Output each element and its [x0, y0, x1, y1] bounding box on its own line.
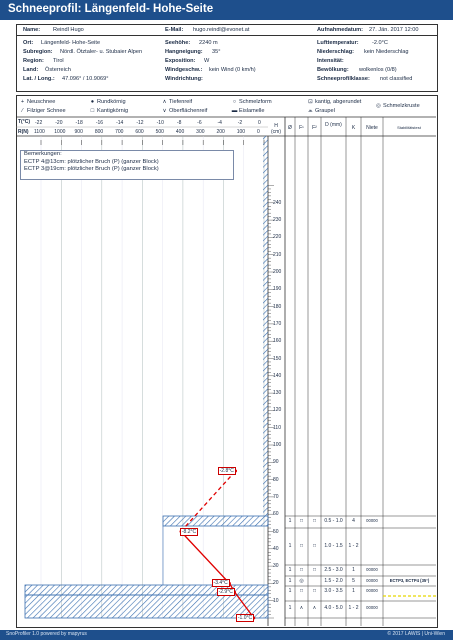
- col-f1-header: F¹: [299, 125, 304, 131]
- legend-schmelzform-label: Schmelzform: [239, 99, 272, 105]
- hardness-bar: [25, 595, 268, 618]
- col-d-header: D (mm): [325, 122, 342, 128]
- layer-cell-k: 5: [352, 577, 355, 584]
- temp-tick-label: -4: [217, 120, 222, 126]
- footer-right: © 2017 LAWIS | Uni-Wien: [387, 631, 445, 637]
- date-label: Aufnahmedatum:: [317, 27, 363, 33]
- subregion-label: Subregion:: [23, 49, 53, 55]
- hangneigung-value: 35°: [212, 49, 221, 55]
- layer-cell-phi: 1: [288, 567, 292, 573]
- caret-up-icon: ∧: [162, 99, 167, 105]
- layer-cell-f2: □: [312, 518, 317, 524]
- subregion-value: Nördl. Ötztaler- u. Stubaier Alpen: [60, 49, 143, 55]
- legend-rundkoernig-label: Rundkörnig: [97, 99, 126, 105]
- layer-cell-stab: ECTP3, ECTP4 (35°): [389, 577, 430, 583]
- temperature-tag: -1.0°C: [237, 615, 253, 621]
- ram-tick-label: 100: [236, 129, 246, 135]
- legend-graupel-label: Graupel: [315, 108, 335, 114]
- schneeprofilklasse-label: Schneeprofilklasse:: [317, 76, 370, 82]
- slash-icon: ⁄: [22, 108, 23, 114]
- windrichtung-label: Windrichtung:: [165, 76, 203, 82]
- layer-cell-niete: 00000: [366, 605, 378, 610]
- height-tick-label: 100: [273, 442, 282, 448]
- height-tick-label: 20: [273, 580, 279, 587]
- remarks-title: Bemerkungen:: [24, 151, 62, 157]
- remarks-line-2: ECTP 3@19cm: plötzlicher Bruch (P) (ganzer Block): [24, 166, 159, 173]
- temp-tick-label: 0: [258, 120, 261, 126]
- height-tick-label: 230: [273, 217, 282, 224]
- ram-tick-label: 700: [115, 129, 124, 135]
- ram-tick-label: 1000: [54, 129, 66, 135]
- layer-cell-f1: □: [299, 567, 304, 573]
- temp-tick-label: -14: [116, 120, 124, 126]
- temperature-tag: -3.4°C: [213, 580, 228, 587]
- temp-tick-label: -18: [75, 120, 83, 126]
- layer-cell-f2: □: [312, 587, 317, 594]
- col-k-header: K: [351, 125, 356, 131]
- height-tick-label: 110: [273, 424, 281, 431]
- height-tick-label: 210: [273, 251, 282, 258]
- niederschlag-value: kein Niederschlag: [364, 49, 409, 55]
- legend-oberflaechenreif-label: Oberflächenreif: [169, 108, 208, 114]
- windgeschw-label: Windgeschw.:: [165, 67, 203, 73]
- footer-left: SnoProfiler 1.0 powered by mapyrus: [6, 631, 87, 637]
- region-label: Region:: [23, 58, 44, 64]
- layer-cell-f1: □: [299, 587, 304, 594]
- temp-tick-label: -16: [95, 120, 104, 126]
- latlong-label: Lat. / Long.:: [23, 76, 55, 82]
- height-tick-label: 240: [273, 199, 282, 206]
- temperature-tag: -2.9°C: [218, 589, 233, 596]
- legend-kantig-abgerundet-label: kantig, abgerundet: [315, 99, 362, 105]
- height-tick-label: 140: [273, 372, 282, 379]
- niederschlag-label: Niederschlag:: [317, 49, 354, 55]
- layer-cell-f1: ∧: [299, 605, 304, 611]
- lufttemp-value: -2.0°C: [372, 40, 388, 46]
- temp-tick-label: -6: [197, 120, 202, 126]
- name-value: Reindl Hugo: [53, 27, 84, 33]
- height-tick-label: 70: [273, 493, 279, 500]
- hangneigung-label: Hangneigung:: [165, 49, 203, 55]
- plus-icon: +: [20, 99, 25, 105]
- temp-tick-label: -22: [35, 120, 43, 126]
- ram-tick-label: 500: [155, 129, 164, 135]
- exposition-value: W: [204, 58, 210, 64]
- latlong-value: 47.096° / 10.9069°: [62, 76, 109, 82]
- bewoelkung-label: Bewölkung:: [317, 67, 349, 73]
- temp-tick-label: -2: [237, 120, 243, 126]
- layer-cell-f2: ∧: [312, 605, 317, 611]
- melt-crust-icon: ◎: [376, 103, 381, 109]
- layer-cell-niete: 00000: [366, 577, 378, 583]
- name-label: Name:: [23, 27, 41, 33]
- layer-cell-phi: 1: [288, 587, 292, 594]
- intensitaet-label: Intensität:: [317, 58, 344, 64]
- layer-cell-k: 1: [352, 567, 355, 573]
- filled-dot-icon: ●: [90, 99, 95, 105]
- ort-value: Längenfeld- Hohe-Seite: [41, 40, 101, 46]
- layer-cell-d: 0.5 - 1.0: [324, 518, 343, 524]
- circle-icon: ○: [232, 99, 237, 105]
- ort-label: Ort:: [23, 40, 34, 46]
- height-tick-label: 10: [273, 597, 279, 604]
- bewoelkung-value: wolkenlos (0/8): [359, 67, 397, 73]
- legend-tiefenreif-label: Tiefenreif: [169, 99, 193, 105]
- height-tick-label: 220: [273, 234, 282, 241]
- height-tick-label: 180: [273, 303, 282, 310]
- layer-cell-f1: ◎: [299, 577, 304, 584]
- ram-tick-label: 300: [196, 129, 205, 135]
- layer-cell-niete: 00000: [366, 567, 378, 572]
- layer-cell-phi: 1: [288, 542, 292, 549]
- region-value: Tirol: [53, 58, 64, 64]
- height-tick-label: 50: [273, 528, 279, 535]
- layer-cell-phi: 1: [288, 605, 292, 611]
- layer-cell-k: 4: [352, 518, 355, 524]
- footer-bar: [0, 630, 453, 640]
- ram-axis-label: R(N): [18, 129, 29, 135]
- height-tick-label: 90: [273, 459, 279, 466]
- height-tick-label: 30: [273, 563, 279, 570]
- rounded-square-icon: ⊡: [308, 99, 313, 105]
- layer-cell-k: 1 - 2: [348, 542, 359, 549]
- layer-cell-f1: □: [299, 542, 304, 549]
- col-stab-header: Stabilitätstest: [397, 125, 421, 130]
- ram-tick-label: 900: [74, 129, 83, 135]
- layer-cell-phi: 1: [288, 518, 292, 524]
- height-tick-label: 150: [273, 355, 282, 362]
- land-value: Österreich: [45, 67, 71, 73]
- temp-tick-label: -10: [156, 120, 164, 126]
- ram-tick-label: 1100: [34, 129, 45, 135]
- layer-cell-niete: 00000: [366, 518, 378, 523]
- temperature-tag: -2.8°C: [219, 467, 234, 474]
- email-label: E-Mail:: [165, 27, 184, 33]
- height-tick-label: 190: [273, 286, 282, 293]
- surface-layer: [263, 136, 268, 516]
- height-tick-label: 130: [273, 390, 282, 397]
- height-tick-label: 200: [273, 269, 282, 275]
- email-value[interactable]: hugo.reindl@evonet.at: [193, 27, 250, 33]
- ram-tick-label: 800: [94, 129, 104, 135]
- temp-tick-label: -8: [176, 120, 182, 126]
- layer-cell-phi: 1: [288, 577, 292, 584]
- legend-kantigkoernig-label: Kantigkörnig: [97, 108, 129, 114]
- hardness-profile: [25, 136, 436, 618]
- seehoehe-value: 2240 m: [199, 40, 218, 46]
- col-phi-header: Ø: [288, 125, 292, 131]
- legend-eislamelle-label: Eislamelle: [239, 108, 265, 114]
- page-title: Schneeprofil: Längenfeld- Hohe-Seite: [8, 3, 214, 15]
- layer-cell-d: 1.5 - 2.0: [324, 577, 343, 584]
- ram-tick-label: 200: [216, 129, 225, 135]
- lufttemp-label: Lufttemperatur:: [317, 40, 359, 46]
- square-icon: □: [90, 108, 95, 114]
- legend-schmelzkruste-label: Schmelzkruste: [383, 103, 420, 109]
- height-tick-label: 160: [273, 338, 282, 345]
- layer-cell-d: 3.0 - 3.5: [324, 587, 343, 594]
- remarks-box: [20, 150, 234, 180]
- layer-cell-f2: □: [312, 567, 317, 573]
- height-tick-label: 120: [273, 407, 282, 414]
- date-value: 27. Jän. 2017 12:00: [369, 27, 419, 33]
- ram-tick-label: 0: [257, 129, 260, 135]
- ram-tick-label: 600: [135, 129, 144, 135]
- chart-frame: [16, 117, 436, 626]
- layer-cell-f2: □: [312, 542, 317, 549]
- layer-cell-d: 2.5 - 3.0: [324, 567, 343, 573]
- schneeprofilklasse-value: not classified: [380, 76, 413, 82]
- legend-filziger-label: Filziger Schnee: [27, 108, 66, 114]
- windgeschw-value: kein Wind (0 km/h): [209, 67, 256, 73]
- hardness-bar: [163, 516, 268, 526]
- height-tick-label: 40: [273, 545, 279, 552]
- layer-cell-d: 1.0 - 1.5: [324, 542, 343, 549]
- height-tick-label: 80: [273, 476, 279, 483]
- caret-down-icon: ∨: [162, 108, 167, 114]
- layer-cell-d: 4.0 - 5.0: [324, 605, 343, 611]
- bar-icon: ▬: [231, 108, 238, 114]
- land-label: Land:: [23, 67, 39, 73]
- remarks-line-1: ECTP 4@13cm: plötzlicher Bruch (P) (ganzer Block): [24, 158, 159, 165]
- layer-cell-k: 1: [352, 587, 355, 594]
- col-f2-header: F²: [312, 125, 317, 131]
- layer-cell-k: 1 - 2: [348, 605, 359, 611]
- ram-tick-label: 400: [175, 129, 185, 135]
- height-tick-label: 170: [273, 320, 282, 327]
- temp-tick-label: -20: [55, 120, 63, 126]
- temp-tick-label: -12: [136, 120, 144, 126]
- temperature-tag: -8.2°C: [181, 528, 197, 535]
- col-niete-header: Niete: [366, 125, 378, 131]
- height-tick-label: 60: [273, 511, 279, 518]
- seehoehe-label: Seehöhe:: [165, 40, 191, 46]
- graupel-icon: ⩕: [308, 108, 313, 114]
- layer-cell-f1: □: [299, 518, 304, 524]
- legend-neuschnee-label: Neuschnee: [27, 99, 56, 105]
- exposition-label: Exposition:: [165, 58, 196, 64]
- layer-cell-niete: 00000: [366, 587, 378, 593]
- height-axis-label: H (cm): [271, 123, 281, 135]
- temp-axis-label: T(°C): [18, 119, 30, 125]
